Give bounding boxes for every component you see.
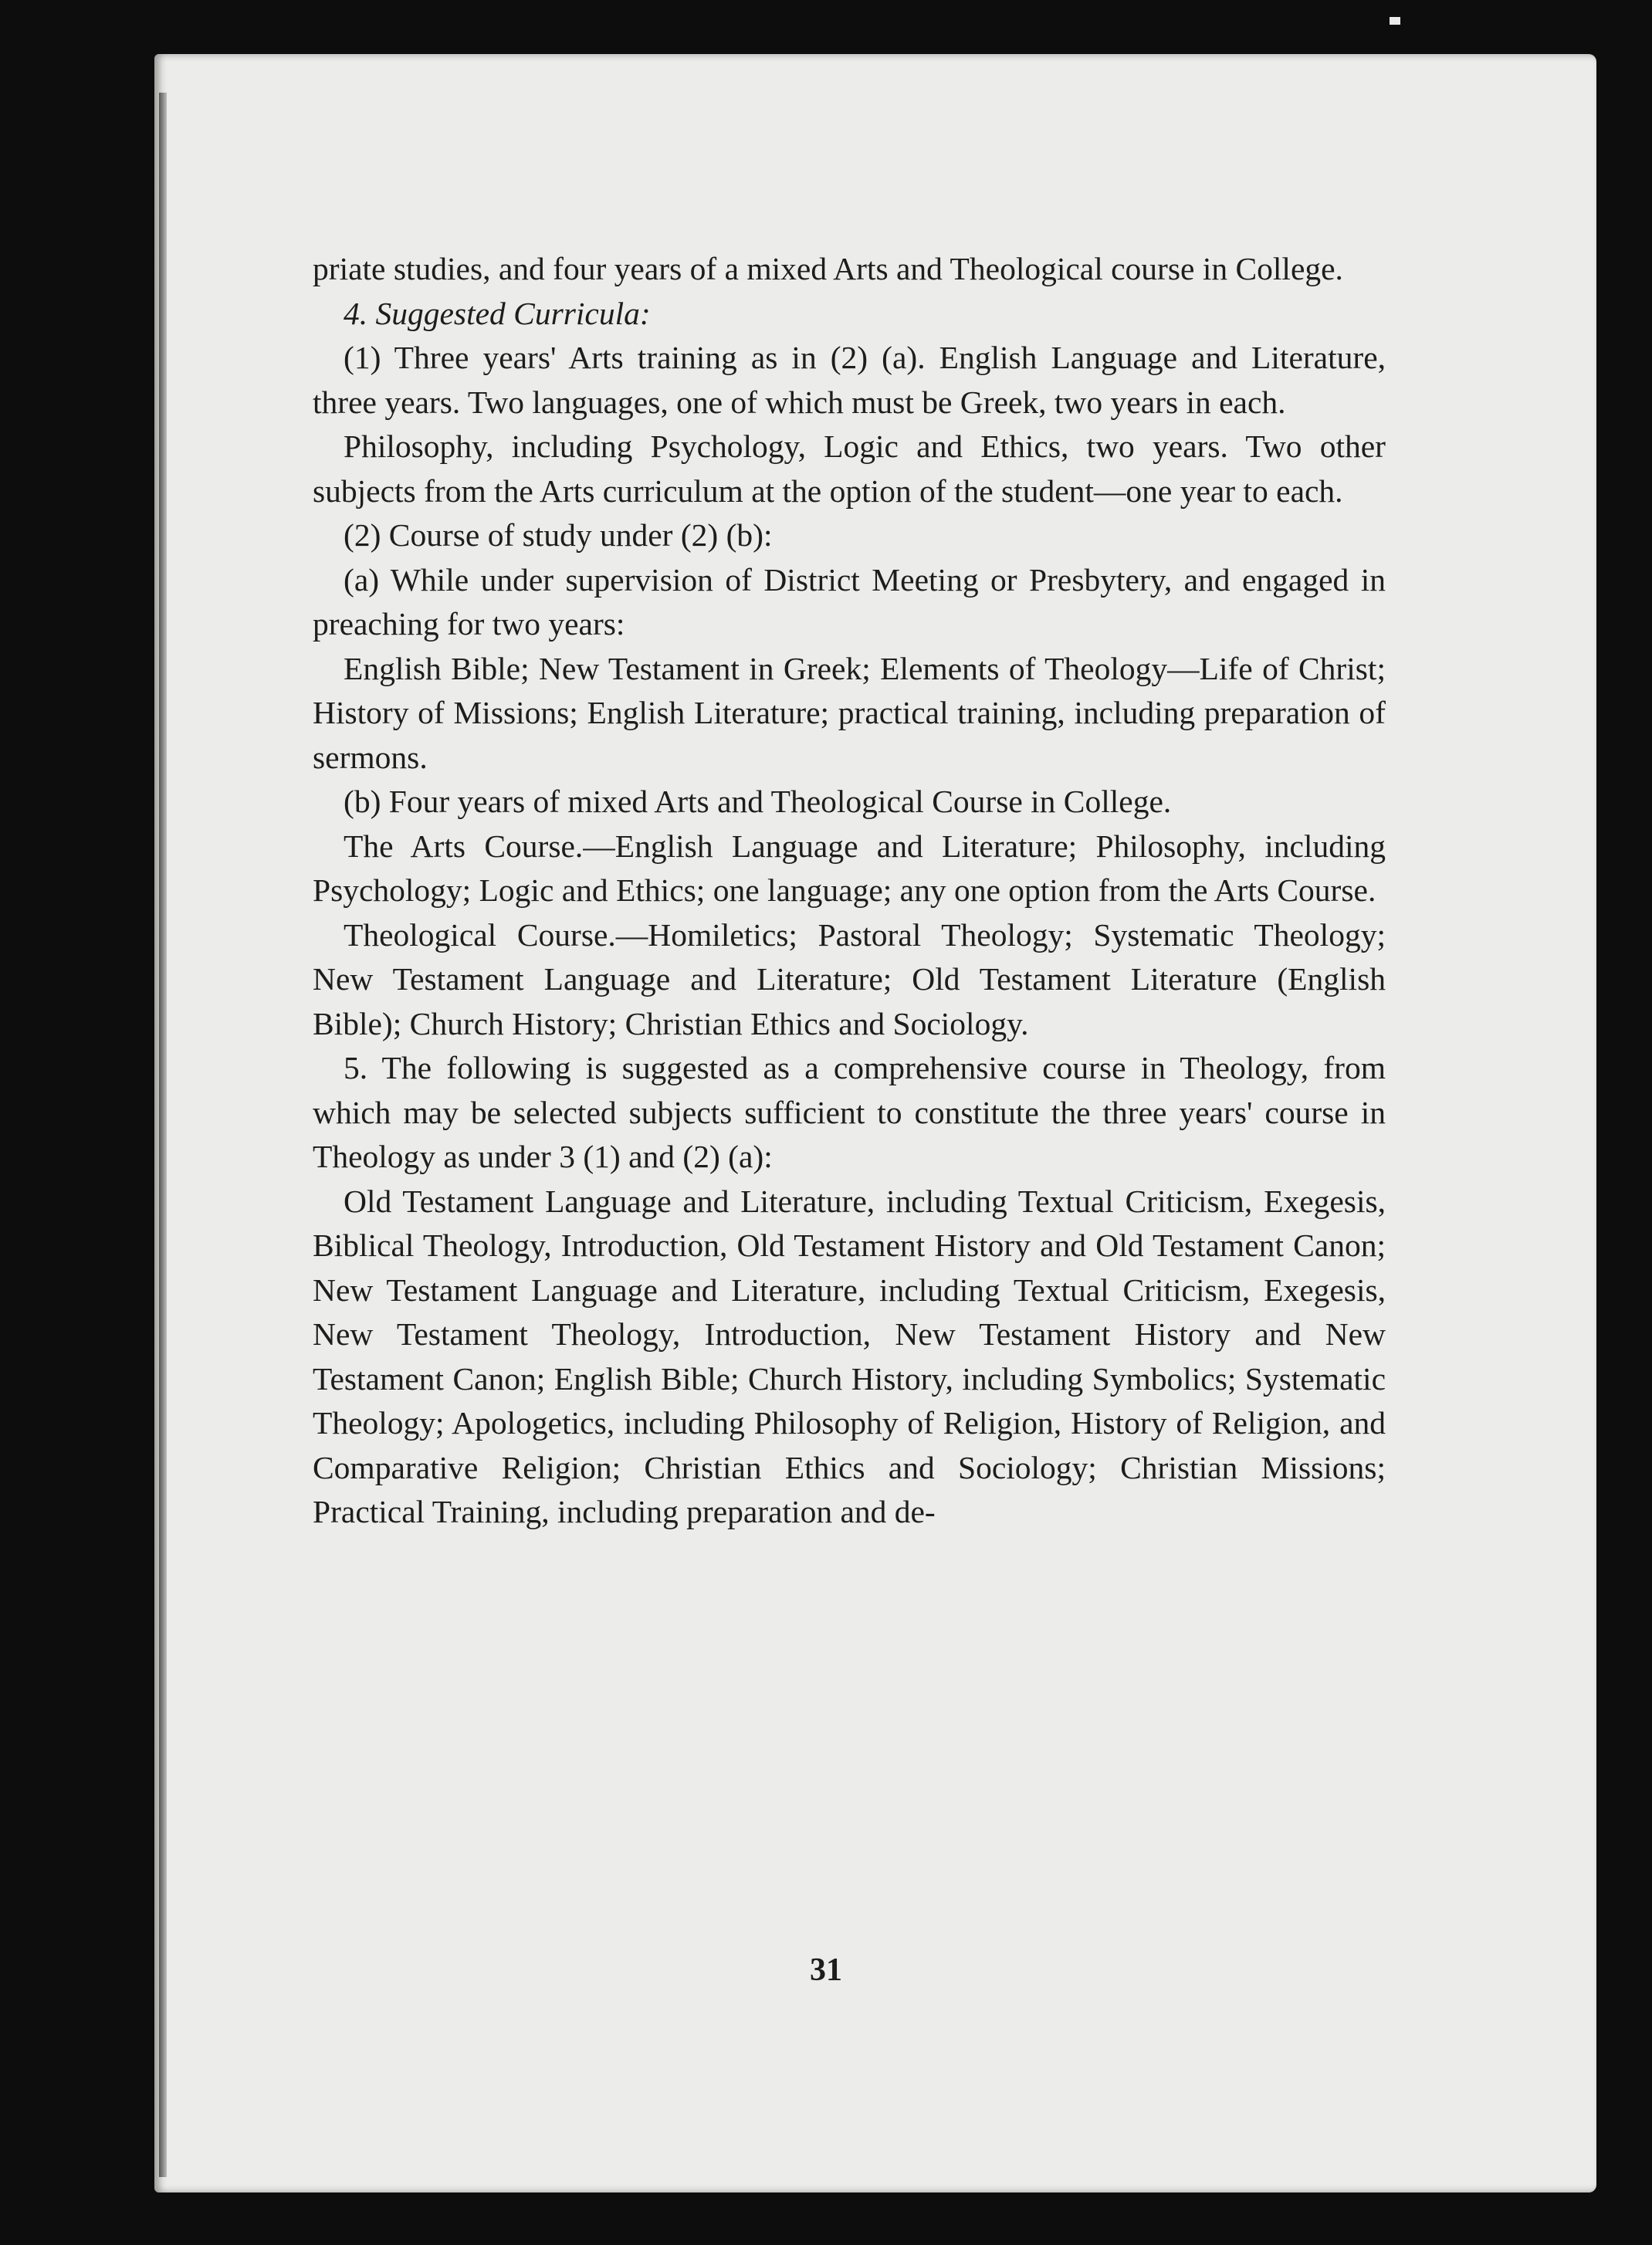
paragraph-english-bible: English Bible; New Testament in Greek; Elements of Theology—Life of Christ; History of Missions; English Literature; practical training, including preparation of sermons.	[313, 650, 1386, 775]
paragraph-2b-four-years: (b) Four years of mixed Arts and Theological Course in College.	[344, 784, 1172, 819]
paragraph-continuation: priate studies, and four years of a mixed Arts and Theological course in College.	[313, 251, 1343, 286]
page-number: 31	[810, 1952, 842, 1988]
paragraph-curriculum-2: (2) Course of study under (2) (b):	[344, 517, 773, 553]
body-text	[313, 247, 1386, 1535]
paragraph-2a-supervision: (a) While under supervision of District Meeting or Presbytery, and engaged in preaching for two years:	[313, 561, 1386, 642]
scan-corner-mark	[1390, 17, 1400, 25]
paragraph-curriculum-1: (1) Three years' Arts training as in (2) (a). English Language and Literature, three years. Two languages, one of which must be Greek, two years in each.	[313, 340, 1386, 420]
paragraph-comprehensive-course: Old Testament Language and Literature, including Textual Criticism, Exegesis, Biblical Theology, Introduction, Old Testament History and Old Testament Canon; New Testament Language and Literature, including Textual Criticism, Exegesis, New Testament Theology, Introduction, New Testament History and New Testament Canon; English Bible; Church History, including Symbolics; Systematic Theology; Apologetics, including Philosophy of Religion, History of Religion, and Comparative Religion; Christian Ethics and Sociology; Christian Missions; Practical Training, including preparation and de-	[313, 1183, 1386, 1529]
section-heading-suggested-curricula: 4. Suggested Curricula:	[344, 295, 651, 331]
paragraph-arts-course: The Arts Course.—English Language and Literature; Philosophy, including Psychology; Logic and Ethics; one language; any one option from the Arts Course.	[313, 828, 1386, 908]
page-binding-edge	[159, 93, 167, 2177]
paragraph-section-5: 5. The following is suggested as a comprehensive course in Theology, from which may be selected subjects sufficient to constitute the three years' course in Theology as under 3 (1) and (2) (a):	[313, 1050, 1386, 1174]
paragraph-theological-course: Theological Course.—Homiletics; Pastoral Theology; Systematic Theology; New Testament Language and Literature; Old Testament Literature (English Bible); Church History; Christian Ethics and Sociology.	[313, 916, 1386, 1041]
paragraph-philosophy: Philosophy, including Psychology, Logic and Ethics, two years. Two other subjects from the Arts curriculum at the option of the student—one year to each.	[313, 428, 1386, 509]
